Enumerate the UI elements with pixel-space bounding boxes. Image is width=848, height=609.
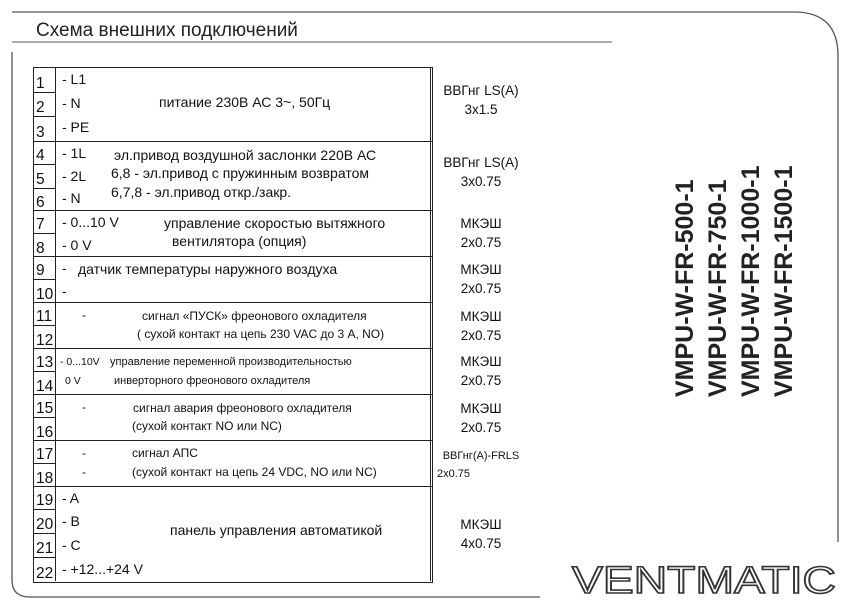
terminal-number: 10 — [34, 279, 56, 303]
connection-description: сигнал «ПУСК» фреонового охладителя — [142, 309, 367, 323]
cable-spec: МКЭШ 2x0.75 — [430, 395, 531, 440]
terminal-number: 21 — [34, 533, 56, 557]
terminal-number: 8 — [34, 233, 56, 257]
cable-spec: МКЭШ 2x0.75 — [430, 349, 531, 394]
terminal-label: - N — [62, 95, 81, 111]
connection-description: сигнал авария фреонового охладителя — [133, 401, 352, 415]
terminal-label: - +12...+24 V — [62, 561, 143, 577]
block-outdoor-temp-sensor — [34, 256, 502, 303]
terminal-number: 22 — [34, 557, 56, 582]
terminal-label: - 1L — [62, 145, 87, 161]
page-title: Схема внешних подключений — [36, 20, 298, 41]
terminal-label: - — [82, 400, 86, 414]
connection-description: вентилятора (опция) — [172, 233, 307, 249]
connection-description: управление скоростью вытяжного — [164, 215, 386, 231]
terminal-number: 20 — [34, 509, 56, 533]
connection-description: сигнал АПС — [132, 446, 198, 460]
cable-spec: ВВГнг(А)-FRLS 2x0.75 — [430, 441, 531, 486]
cable-spec: МКЭШ 4x0.75 — [430, 487, 531, 581]
brand-name: VENTMATIC — [572, 560, 836, 602]
terminal-number: 3 — [34, 116, 56, 141]
connection-table — [33, 67, 520, 583]
cable-spec: ВВГнг LS(A) 3x0.75 — [430, 142, 531, 210]
connection-description: (сухой контакт NO или NC) — [132, 419, 282, 433]
block-fire-alarm-signal — [34, 440, 520, 487]
terminal-number: 4 — [36, 146, 45, 164]
model-name: VMPU-W-FR-1500-1 — [770, 165, 798, 397]
connection-description: 6,8 - эл.привод с пружинным возвратом — [111, 165, 369, 181]
terminal-label: - — [62, 283, 67, 299]
model-list — [662, 145, 802, 401]
cable-spec: МКЭШ 2x0.75 — [430, 303, 531, 348]
terminal-label: - A — [62, 490, 80, 506]
terminal-label: 0 V — [65, 375, 81, 387]
terminal-number: 16 — [34, 417, 56, 441]
terminal-number: 15 — [36, 399, 54, 417]
terminal-number: 18 — [34, 463, 56, 487]
terminal-label: - C — [62, 537, 81, 553]
connection-description: датчик температуры наружного воздуха — [78, 261, 338, 277]
terminal-label: - — [62, 260, 67, 276]
model-name: VMPU-W-FR-750-1 — [704, 179, 732, 397]
block-inverter-cooler-control — [34, 348, 502, 395]
connection-description: управление переменной производительностью — [110, 356, 352, 368]
cable-spec: МКЭШ 2x0.75 — [430, 211, 531, 256]
terminal-label: - — [82, 465, 86, 479]
terminal-label: - 0 V — [62, 237, 92, 253]
block-exhaust-fan-speed — [34, 210, 502, 257]
cable-spec: МКЭШ 2x0.75 — [430, 257, 531, 302]
block-cooler-alarm-signal — [34, 394, 502, 441]
terminal-number: 7 — [36, 215, 45, 233]
block-power — [34, 68, 519, 141]
terminal-number: 14 — [34, 371, 56, 395]
block-damper-actuator — [34, 141, 519, 211]
terminal-label: - 2L — [62, 168, 87, 184]
terminal-number: 9 — [36, 261, 45, 279]
terminal-label: - PE — [62, 119, 90, 135]
terminal-label: - B — [62, 513, 80, 529]
terminal-number: 12 — [34, 325, 56, 349]
connection-description: 6,7,8 - эл.привод откр./закр. — [111, 184, 292, 200]
ventmatic-logo — [570, 556, 840, 602]
connection-description: (сухой контакт на цепь 24 VDC, NO или NC) — [132, 465, 377, 479]
terminal-number: 6 — [34, 188, 56, 211]
terminal-label: - 0...10V — [60, 356, 100, 368]
terminal-number: 1 — [36, 74, 45, 92]
cable-spec: ВВГнг LS(A) 3x1.5 — [430, 68, 531, 141]
connection-description: инверторного фреонового охладителя — [114, 375, 311, 387]
block-cooler-start-signal — [34, 302, 502, 349]
terminal-number: 17 — [36, 445, 54, 463]
terminal-number: 11 — [36, 307, 53, 325]
terminal-label: - L1 — [62, 71, 87, 87]
terminal-number: 19 — [36, 491, 54, 509]
terminal-label: - N — [62, 190, 81, 206]
model-name: VMPU-W-FR-500-1 — [671, 179, 699, 397]
connection-description: панель управления автоматикой — [170, 522, 383, 538]
block-automation-control-panel — [34, 486, 502, 582]
connection-description: питание 230В АС 3~, 50Гц — [159, 94, 331, 110]
terminal-number: 13 — [36, 353, 54, 371]
terminal-label: - 0...10 V — [62, 214, 119, 230]
connection-description: эл.привод воздушной заслонки 220В АС — [114, 147, 377, 163]
terminal-number: 5 — [34, 164, 56, 188]
connection-description: ( сухой контакт на цепь 230 VAC до 3 А, NO) — [137, 327, 385, 341]
terminal-label: - — [82, 308, 86, 322]
model-name: VMPU-W-FR-1000-1 — [737, 165, 765, 397]
terminal-number: 2 — [34, 92, 56, 116]
terminal-label: - — [82, 446, 86, 460]
